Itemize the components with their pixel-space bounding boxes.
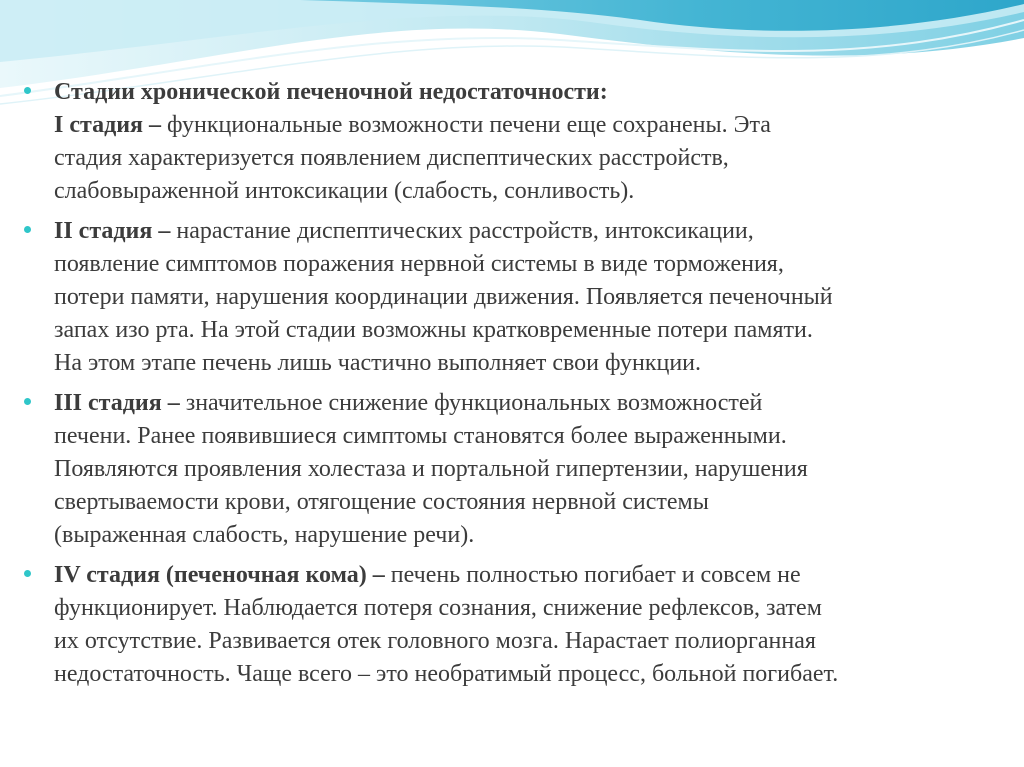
text-segment: нарастание диспептических расстройств, интоксикации, (176, 218, 754, 244)
text-line: (выраженная слабость, нарушение речи). (54, 522, 475, 548)
text-line: стадия характеризуется появлением диспептических расстройств, (54, 145, 729, 171)
list-item (20, 559, 1000, 691)
text-line: На этом этапе печень лишь частично выполняет свои функции. (54, 350, 702, 376)
slide-heading: Стадии хронической печеночной недостаточности: (54, 79, 608, 105)
bullet-icon (24, 87, 31, 94)
text-line (54, 215, 1000, 248)
text-line: появление симптомов поражения нервной системы в виде торможения, (54, 251, 784, 277)
stage-dash: – (152, 218, 177, 244)
text-line: их отсутствие. Развивается отек головного мозга. Нарастает полиорганная (54, 628, 816, 654)
text-line: недостаточность. Чаще всего – это необратимый процесс, больной погибает. (54, 661, 839, 687)
text-segment: значительное снижение функциональных возможностей (185, 390, 763, 416)
list-item (20, 387, 1000, 552)
bullet-icon (24, 226, 31, 233)
bullet-icon (24, 570, 31, 577)
slide-content (20, 76, 1000, 698)
stage-label: III стадия (54, 390, 162, 416)
stage-dash: – (161, 390, 186, 416)
stage-label: II стадия (54, 218, 153, 244)
text-line: потери памяти, нарушения координации движения. Появляется печеночный (54, 284, 833, 310)
text-line: слабовыраженной интоксикации (слабость, сонливость). (54, 178, 635, 204)
text-line: запах изо рта. На этой стадии возможны кратковременные потери памяти. (54, 317, 813, 343)
text-segment: печень полностью погибает и совсем не (390, 562, 801, 588)
text-line: печени. Ранее появившиеся симптомы становятся более выраженными. (54, 423, 787, 449)
text-line: свертываемости крови, отягощение состояния нервной системы (54, 489, 709, 515)
text-line (54, 109, 1000, 142)
stage-label: I стадия (54, 112, 144, 138)
stage-dash: – (143, 112, 168, 138)
list-item (20, 76, 1000, 208)
text-line: Появляются проявления холестаза и портальной гипертензии, нарушения (54, 456, 808, 482)
text-segment: функциональные возможности печени еще сохранены. Эта (167, 112, 771, 138)
text-line (54, 387, 1000, 420)
stage-label: IV стадия (печеночная кома) (54, 562, 367, 588)
text-line: функционирует. Наблюдается потеря сознания, снижение рефлексов, затем (54, 595, 822, 621)
text-line (54, 559, 1000, 592)
list-item (20, 215, 1000, 380)
stage-dash: – (366, 562, 391, 588)
bullet-icon (24, 398, 31, 405)
